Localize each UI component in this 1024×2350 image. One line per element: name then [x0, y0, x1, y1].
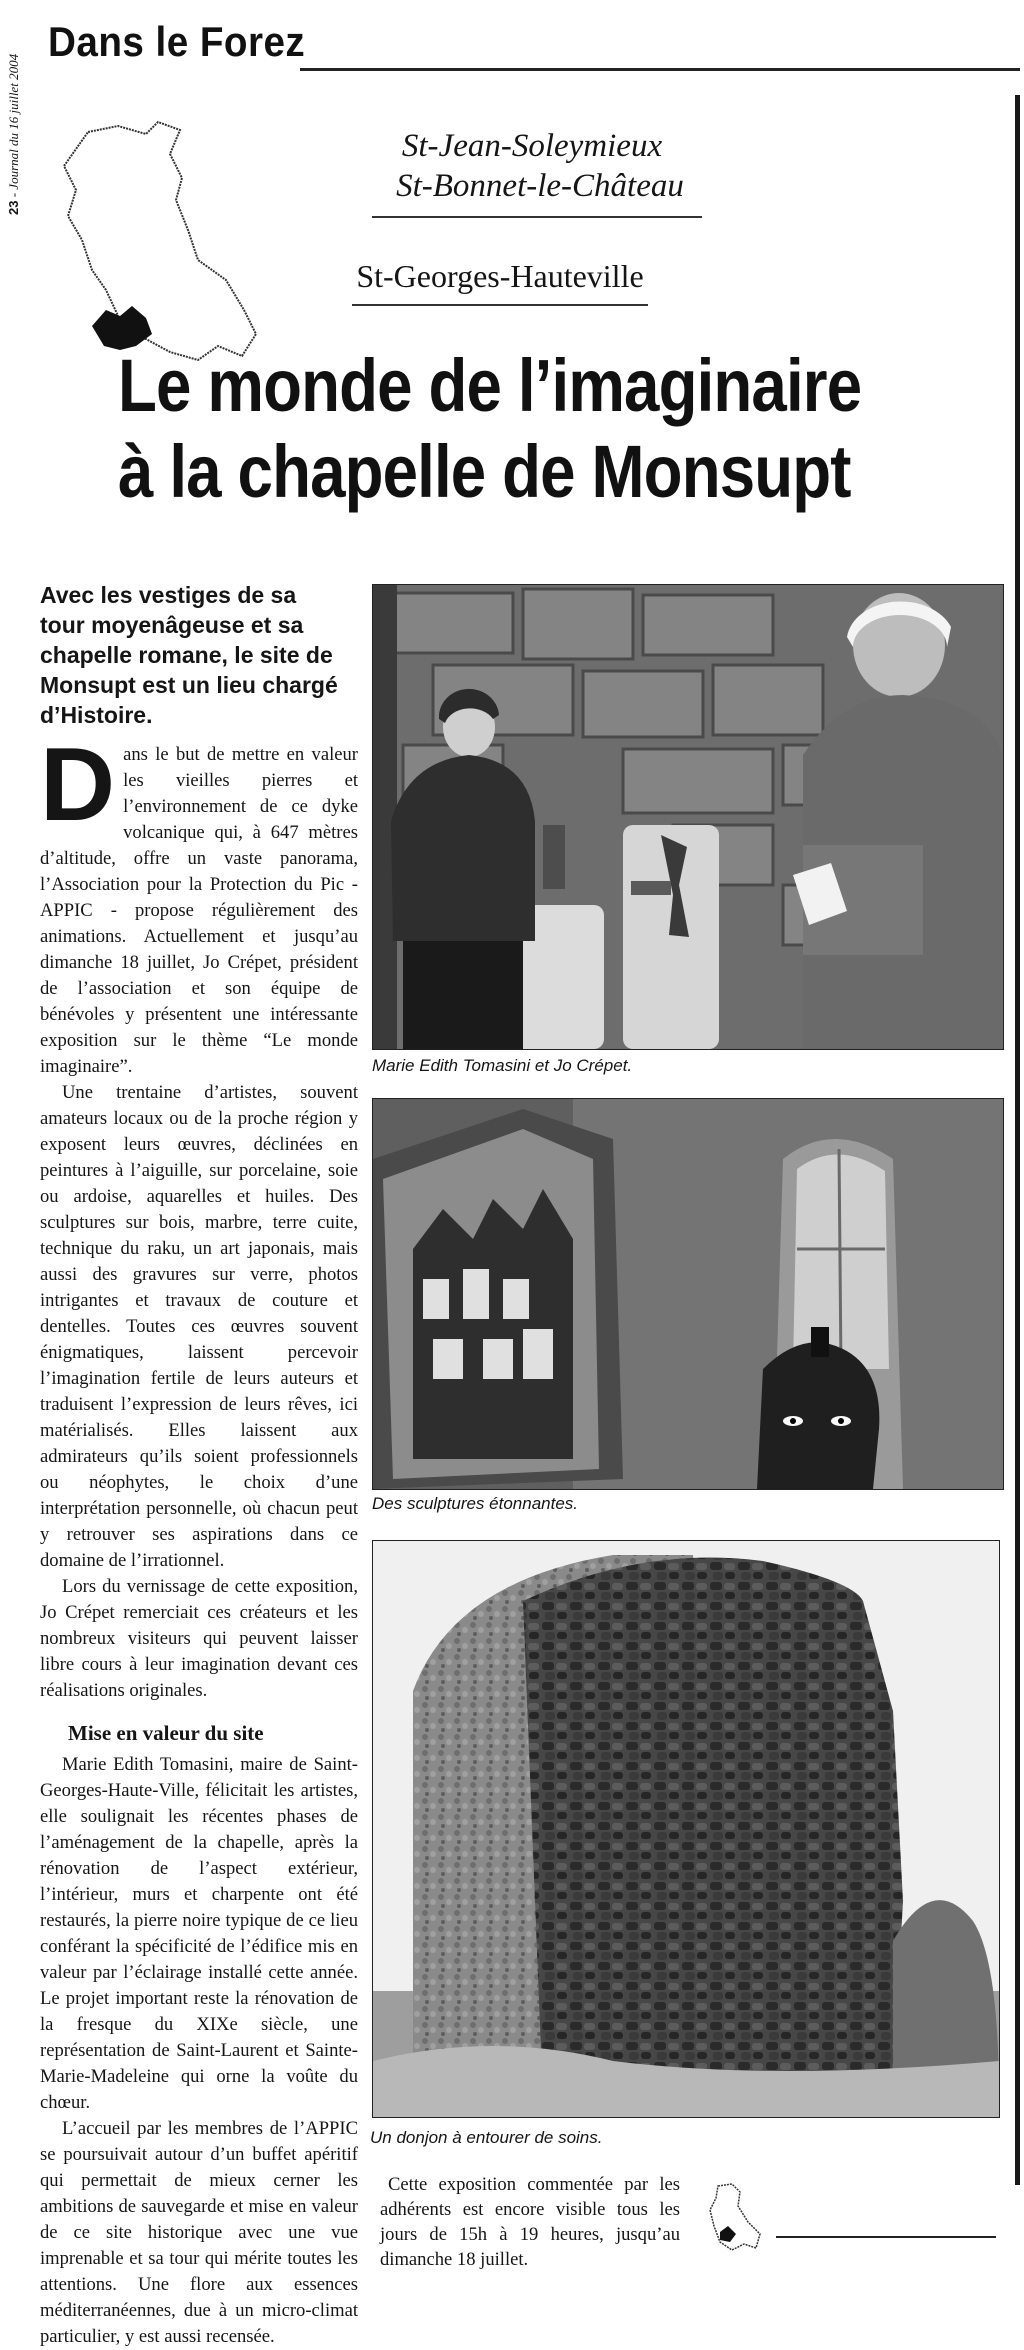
header-rule	[300, 68, 1020, 71]
headline-line-1: Le monde de l’imaginaire	[118, 344, 862, 427]
closing-paragraph: Cette exposition commentée par les adhérents est encore visible tous les jours de 15h à 19 heures, jusqu’au dimanche 18 juillet.	[380, 2174, 680, 2270]
section-title: Dans le Forez	[48, 18, 306, 65]
headline	[118, 343, 883, 515]
drop-cap: D	[40, 727, 116, 843]
publication-date: - Journal du 16 juillet 2004	[6, 53, 21, 198]
page-margin-label	[2, 10, 40, 220]
headline-line-2: à la chapelle de Monsupt	[118, 430, 851, 513]
right-border-rule	[1015, 95, 1020, 2185]
page-number: 23	[6, 200, 21, 215]
photo-tower	[372, 1540, 1000, 2118]
body-paragraph-4: Marie Edith Tomasini, maire de Saint-Georges-Haute-Ville, félicitait les artistes, elle soulignait les récentes phases de l’aménagement de la chapelle, après la rénovation de l’aspect extérieur, l’intérieur, murs et charpente ont été restaurés, la pierre noire typique de ce lieu conférant la spécificité de l’édifice mis en valeur par l’éclairage installé cette année. Le projet important reste la rénovation de la fresque du XIXe siècle, une représentation de Saint-Laurent et Sainte-Marie-Madeleine qui orne la voûte du chœur.	[40, 1754, 358, 2113]
body-paragraph-5: L’accueil par les membres de l’APPIC se poursuivait autour d’un buffet apéritif qui permettait de mieux cerner les ambitions de sauvegarde et mise en valeur de ce site historique avec une vue imprenable et sa tour qui mérite toutes les attentions. Une flore aux essences méditerranéennes, due à un micro-climat particulier, y est aussi recensée.	[40, 2118, 358, 2347]
body-paragraph-3: Lors du vernissage de cette exposition, Jo Crépet remerciait ces créateurs et les nombreux visiteurs qui peuvent laisser libre cours à leur imagination devant ces réalisations originales.	[40, 1576, 358, 1701]
photo-caption-3: Un donjon à entourer de soins.	[370, 2128, 603, 2147]
photo-caption-2: Des sculptures étonnantes.	[372, 1494, 579, 1513]
body-paragraph-1-text: ans le but de mettre en valeur les vieilles pierres et l’environnement de ce dyke volcanique qui, à 647 mètres d’altitude, offre un vaste panorama, l’Association pour la Protection du Pic - APPIC - propose régulièrement des animations. Actuellement et jusqu’au dimanche 18 juillet, Jo Crépet, président de l’association et son équipe de bénévoles y présentent une intéressante exposition sur le thème “Le monde imaginaire”.	[40, 744, 358, 1077]
photo-caption-1: Marie Edith Tomasini et Jo Crépet.	[372, 1056, 633, 1075]
location-line-1: St-Jean-Soleymieux	[401, 128, 663, 164]
lead-paragraph: Avec les vestiges de sa tour moyenâgeuse et sa chapelle romane, le site de Monsupt est un lieu chargé d’Histoire.	[40, 582, 338, 728]
article-body	[40, 727, 358, 2350]
body-paragraph-2: Une trentaine d’artistes, souvent amateurs locaux ou de la proche région y exposent leurs œuvres, déclinées en peintures à l’aiguille, sur porcelaine, soie ou ardoise, aquarelles et huiles. Des sculptures sur bois, marbre, terre cuite, technique du raku, un art japonais, mais aussi des gravures sur verre, photos intrigantes et travaux de couture et dentelles. Toutes ces œuvres souvent énigmatiques, laissent percevoir l’imagination fertile de leurs auteurs et traduisent l’expression de leurs rêves, ici matérialisés. Elles laissent aux admirateurs qu’ils soient professionnels ou néophytes, le choix d’une interprétation personnelle, où chacun peut y retrouver ses aspirations dans ce domaine de l’irrationnel.	[40, 1082, 358, 1571]
small-department-map-icon	[706, 2182, 764, 2254]
location-rule	[372, 216, 702, 218]
department-map-icon	[48, 120, 268, 380]
location-line-2: St-Bonnet-le-Château	[396, 168, 684, 204]
subheading: Mise en valeur du site	[68, 1721, 264, 1745]
photo-exhibition-hosts	[372, 584, 1004, 1050]
footer-rule	[776, 2236, 996, 2238]
body-paragraph-1	[40, 727, 358, 1080]
location-subheading: St-Georges-Hauteville	[356, 258, 644, 294]
location-subheading-rule	[352, 304, 648, 306]
photo-sculptures	[372, 1098, 1004, 1490]
